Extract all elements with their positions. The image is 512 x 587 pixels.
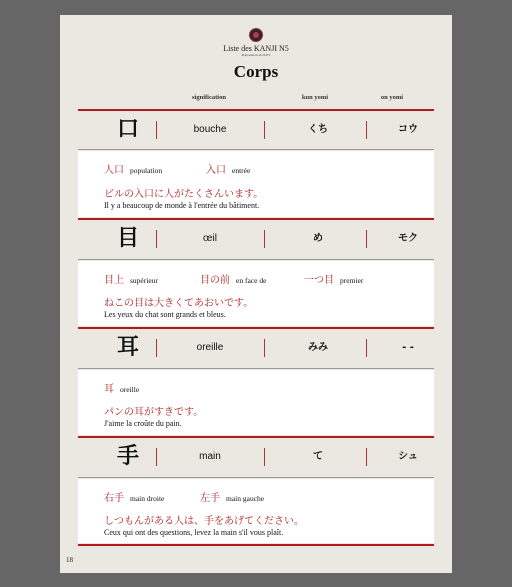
kun-yomi: て xyxy=(313,451,323,462)
separator xyxy=(156,121,157,139)
example-block xyxy=(78,479,434,543)
divider xyxy=(78,259,434,260)
vocab-item: 目の前 en face de xyxy=(200,275,267,286)
page-number: 18 xyxy=(66,556,73,564)
on-yomi: - - xyxy=(402,342,414,353)
japanese-sentence: ビルの入口に人がたくさんいます。 xyxy=(104,189,264,200)
vocab-item: 右手 main droite xyxy=(104,493,165,504)
divider xyxy=(78,368,434,369)
kanji-row xyxy=(78,439,434,475)
divider xyxy=(78,544,434,546)
kanji-row xyxy=(78,221,434,257)
divider xyxy=(78,149,434,150)
on-yomi: シュ xyxy=(398,451,418,462)
kun-yomi: みみ xyxy=(308,342,328,353)
document-page xyxy=(60,15,452,573)
separator xyxy=(366,121,367,139)
column-header-on: on yomi xyxy=(380,94,404,101)
separator xyxy=(366,448,367,466)
kanji-meaning: main xyxy=(199,451,221,462)
kanji-meaning: oreille xyxy=(196,342,224,353)
japanese-sentence: パンの耳がすきです。 xyxy=(104,407,204,418)
separator xyxy=(264,339,265,357)
divider xyxy=(78,109,434,111)
on-yomi: モク xyxy=(398,233,418,244)
divider xyxy=(78,218,434,220)
kanji-character: 耳 xyxy=(116,335,139,360)
separator xyxy=(366,339,367,357)
example-block xyxy=(78,370,434,435)
kanji-character: 手 xyxy=(116,444,139,469)
french-sentence: Il y a beaucoup de monde à l'entrée du bâtiment. xyxy=(104,201,260,210)
kanji-character: 口 xyxy=(116,117,139,142)
separator xyxy=(264,230,265,248)
kanji-meaning: bouche xyxy=(193,124,227,135)
divider xyxy=(78,327,434,329)
japanese-sentence: しつもんがある人は、手をあげてください。 xyxy=(104,516,304,527)
vocab-item: 人口 population xyxy=(104,165,163,176)
kanji-row xyxy=(78,112,434,148)
separator xyxy=(156,230,157,248)
separator xyxy=(156,339,157,357)
separator xyxy=(156,448,157,466)
kun-yomi: め xyxy=(313,233,323,244)
kanji-character: 目 xyxy=(116,226,139,251)
vocab-item: 目上 supérieur xyxy=(104,275,158,286)
example-block xyxy=(78,261,434,326)
separator xyxy=(366,230,367,248)
logo-emblem xyxy=(249,28,263,42)
divider xyxy=(78,477,434,478)
example-block xyxy=(78,151,434,217)
vocab-item: 入口 entrée xyxy=(206,165,251,176)
vocab-item: 耳 oreille xyxy=(104,384,140,395)
kanji-meaning: œil xyxy=(203,233,217,244)
divider xyxy=(78,436,434,438)
kun-yomi: くち xyxy=(308,124,328,135)
column-header-meaning: signification xyxy=(192,94,226,101)
separator xyxy=(264,448,265,466)
brand-title: Liste des KANJI N5 xyxy=(223,44,289,53)
on-yomi: コウ xyxy=(398,124,418,135)
separator xyxy=(264,121,265,139)
vocab-item: 左手 main gauche xyxy=(200,493,265,504)
kanji-row xyxy=(78,330,434,366)
brand-subtitle: Préparation au JLPT xyxy=(241,53,271,57)
french-sentence: J'aime la croûte du pain. xyxy=(104,419,182,428)
vocab-item: 一つ目 premier xyxy=(304,275,364,286)
japanese-sentence: ねこの目は大きくてあおいです。 xyxy=(104,298,254,309)
french-sentence: Les yeux du chat sont grands et bleus. xyxy=(104,310,226,319)
column-header-kun: kun yomi xyxy=(301,94,329,101)
page-title: Corps xyxy=(233,62,279,81)
french-sentence: Ceux qui ont des questions, levez la main s'il vous plaît. xyxy=(104,528,284,537)
